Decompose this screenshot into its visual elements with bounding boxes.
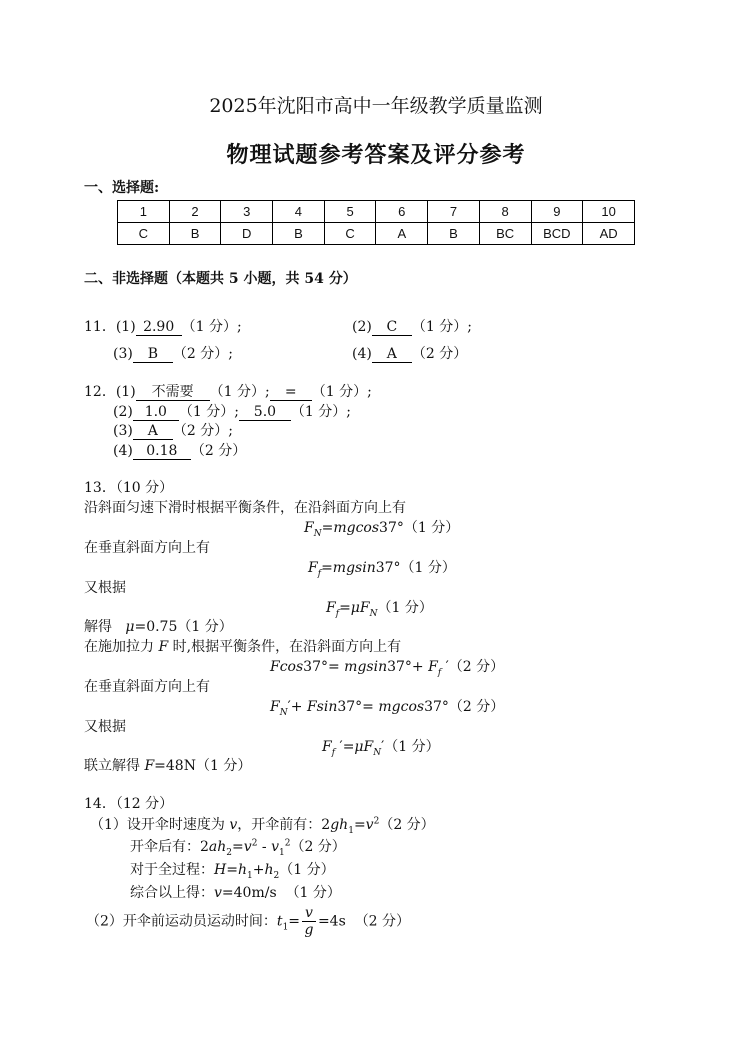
q11-part2-points: （1 分）; — [411, 319, 472, 335]
question-number: 8 — [479, 201, 531, 223]
question-number: 3 — [221, 201, 273, 223]
q14-step-3-points: （1 分） — [279, 862, 335, 878]
question-number: 6 — [376, 201, 428, 223]
q14-step-3: 对于全过程：$H=h_1+h_2(1$ 分） — [130, 862, 335, 881]
q12-part4-label: (4) — [113, 443, 133, 459]
q12-line-1 — [84, 381, 372, 401]
q11-part1-label: (1) — [115, 319, 136, 335]
q11-part4-answer: A — [372, 347, 412, 363]
question-number: 4 — [273, 201, 325, 223]
q11-part1-answer: 2.90 — [136, 320, 182, 336]
q14-step-3-text: 对于全过程： — [130, 862, 214, 878]
q12-part3-answer: A — [133, 424, 173, 440]
q13-text-2: 在垂直斜面方向上有 — [84, 540, 210, 556]
question-number: 5 — [324, 201, 376, 223]
q11-part1-points: （1 分）; — [181, 319, 242, 335]
q11-number: 11． — [84, 319, 116, 335]
answer-cell: C — [118, 223, 170, 245]
answer-cell: B — [169, 223, 221, 245]
q13-text-1: 沿斜面匀速下滑时根据平衡条件，在沿斜面方向上有 — [84, 500, 406, 516]
q12-part2-label: (2) — [113, 404, 133, 420]
q14-step-2: 开伞后有：$2ah_2=v^2 - v_1^2(2$ 分） — [130, 838, 346, 858]
q13-equation-2-points: （1 分） — [400, 560, 456, 576]
q12-part2-answer: 1.0 — [133, 405, 179, 421]
q13-text-5: 在垂直斜面方向上有 — [84, 679, 210, 695]
q13-text-4: 在施加拉力 F 时,根据平衡条件，在沿斜面方向上有 — [84, 639, 402, 655]
q12-line-4 — [113, 440, 246, 460]
section-1-heading: 一、选择题: — [84, 180, 160, 196]
q13-equation-6-points: （1 分） — [384, 739, 440, 755]
q13-final-value: =48N（1 分） — [154, 758, 252, 774]
answer-table-number-row — [118, 201, 635, 223]
question-number: 7 — [428, 201, 480, 223]
q13-equation-3: $F_f=\mu F_N(1$ 分） — [326, 600, 433, 619]
q12-part3-points: （2 分）; — [172, 423, 233, 439]
q13-equation-6: $F_f$ $'=\mu F_N'(1$ 分） — [322, 739, 440, 758]
q12-part4-points: （2 分） — [190, 443, 247, 459]
answer-table — [117, 200, 635, 245]
q14-step-4-points: （1 分） — [285, 885, 341, 901]
answer-cell: A — [376, 223, 428, 245]
page-title: 2025年沈阳市高中一年级教学质量监测 — [209, 95, 543, 117]
q11-part2-label: (2) — [352, 319, 372, 335]
q13-solve-mu: 解得 μ=0.75（1 分） — [84, 619, 233, 635]
answer-cell: D — [221, 223, 273, 245]
q12-line-3 — [113, 420, 233, 440]
answer-cell: AD — [583, 223, 635, 245]
q13-equation-5: $F_N'+ Fsin37^\circ= mgcos37^\circ(2$ 分） — [270, 699, 505, 718]
q11-line-2b — [352, 343, 467, 363]
q14-step-4-text: 综合以上得： — [130, 885, 214, 901]
q14-step-5-value: =4s — [317, 913, 346, 930]
q14-step-4-value: =40m/s — [221, 885, 277, 901]
q11-part2-answer: C — [372, 320, 412, 336]
answer-table-answer-row — [118, 223, 635, 245]
question-number: 10 — [583, 201, 635, 223]
q12-part2-answer-2: 5.0 — [239, 405, 291, 421]
q14-step-1-text: （1）设开伞时速度为 — [90, 817, 225, 833]
q14-step-1: （1）设开伞时速度为 v，开伞前有：$2gh_1=v^2(2$ 分） — [90, 816, 435, 836]
page-subtitle: 物理试题参考答案及评分参考 — [226, 142, 526, 168]
q11-part4-label: (4) — [352, 346, 372, 362]
q14-step-5-text: （2）开伞前运动员运动时间： — [86, 913, 277, 930]
q12-part2-points: （1 分）; — [178, 404, 239, 420]
question-number: 1 — [118, 201, 170, 223]
q13-text-4b: 时,根据平衡条件，在沿斜面方向上有 — [172, 639, 402, 655]
q13-final: 联立解得 F=48N（1 分） — [84, 758, 252, 774]
q13-solve-label: 解得 — [84, 619, 112, 635]
q13-text-3: 又根据 — [84, 580, 126, 596]
q13-text-4a: 在施加拉力 — [84, 639, 154, 655]
q13-equation-3-points: （1 分） — [377, 600, 433, 616]
q13-equation-1-points: （1 分） — [403, 520, 460, 536]
q13-text-6: 又根据 — [84, 719, 126, 735]
q11-part3-points: （2 分）; — [172, 346, 233, 362]
q12-line-2 — [113, 401, 351, 421]
q12-part4-answer: 0.18 — [133, 444, 191, 460]
answer-cell: BCD — [531, 223, 583, 245]
q13-equation-5-points: （2 分） — [448, 699, 505, 715]
answer-cell: BC — [479, 223, 531, 245]
q13-heading: 13．（10 分） — [84, 480, 174, 496]
q12-number: 12． — [84, 384, 116, 400]
q14-step-5: （2）开伞前运动员运动时间：$t_1=$ $\frac{v}{g}$ =4s （2 分） — [86, 905, 411, 938]
q14-fraction-v-over-g: $\frac{v}{g}$ — [302, 905, 316, 938]
q12-part3-label: (3) — [113, 423, 133, 439]
q14-heading: 14．（12 分） — [84, 796, 174, 812]
q11-part3-answer: B — [133, 347, 173, 363]
q12-part1-answer-2: = — [270, 385, 312, 401]
section-2-heading: 二、非选择题（本题共 5 小题，共 54 分） — [84, 271, 357, 287]
q11-part4-points: （2 分） — [411, 346, 468, 362]
q12-part1-answer: 不需要 — [136, 385, 210, 401]
q11-part3-label: (3) — [113, 346, 133, 362]
q12-part1-points-2: （1 分）; — [311, 384, 372, 400]
q13-equation-2: $F_f=mgsin37^\circ(1$ 分） — [308, 560, 456, 579]
answer-cell: B — [428, 223, 480, 245]
q13-final-label: 联立解得 — [84, 758, 140, 774]
question-number: 2 — [169, 201, 221, 223]
q13-equation-4: $Fcos37^\circ= mgsin37^\circ+ F_f$ ′（2 分） — [270, 659, 505, 678]
q13-equation-1: $F_N=mgcos37^\circ(1$ 分） — [304, 520, 460, 539]
q14-step-2-points: （2 分） — [290, 839, 346, 855]
q12-part1-label: (1) — [115, 384, 136, 400]
q11-line-1b — [352, 316, 472, 336]
answer-cell: C — [324, 223, 376, 245]
q14-step-2-text: 开伞后有： — [130, 839, 200, 855]
q11-line-2 — [113, 343, 233, 363]
q14-step-4: 综合以上得：v=40m/s （1 分） — [130, 885, 341, 901]
q12-part2-points-2: （1 分）; — [290, 404, 351, 420]
q13-equation-4-points: （2 分） — [448, 659, 505, 675]
q14-step-1-points: （2 分） — [379, 817, 435, 833]
answer-cell: B — [273, 223, 325, 245]
q11-line-1 — [84, 316, 242, 336]
q12-part1-points: （1 分）; — [209, 384, 270, 400]
q14-step-1-mid: ，开伞前有： — [237, 817, 322, 833]
q13-solve-value: =0.75（1 分） — [134, 619, 233, 635]
question-number: 9 — [531, 201, 583, 223]
q14-step-5-points: （2 分） — [354, 913, 411, 930]
